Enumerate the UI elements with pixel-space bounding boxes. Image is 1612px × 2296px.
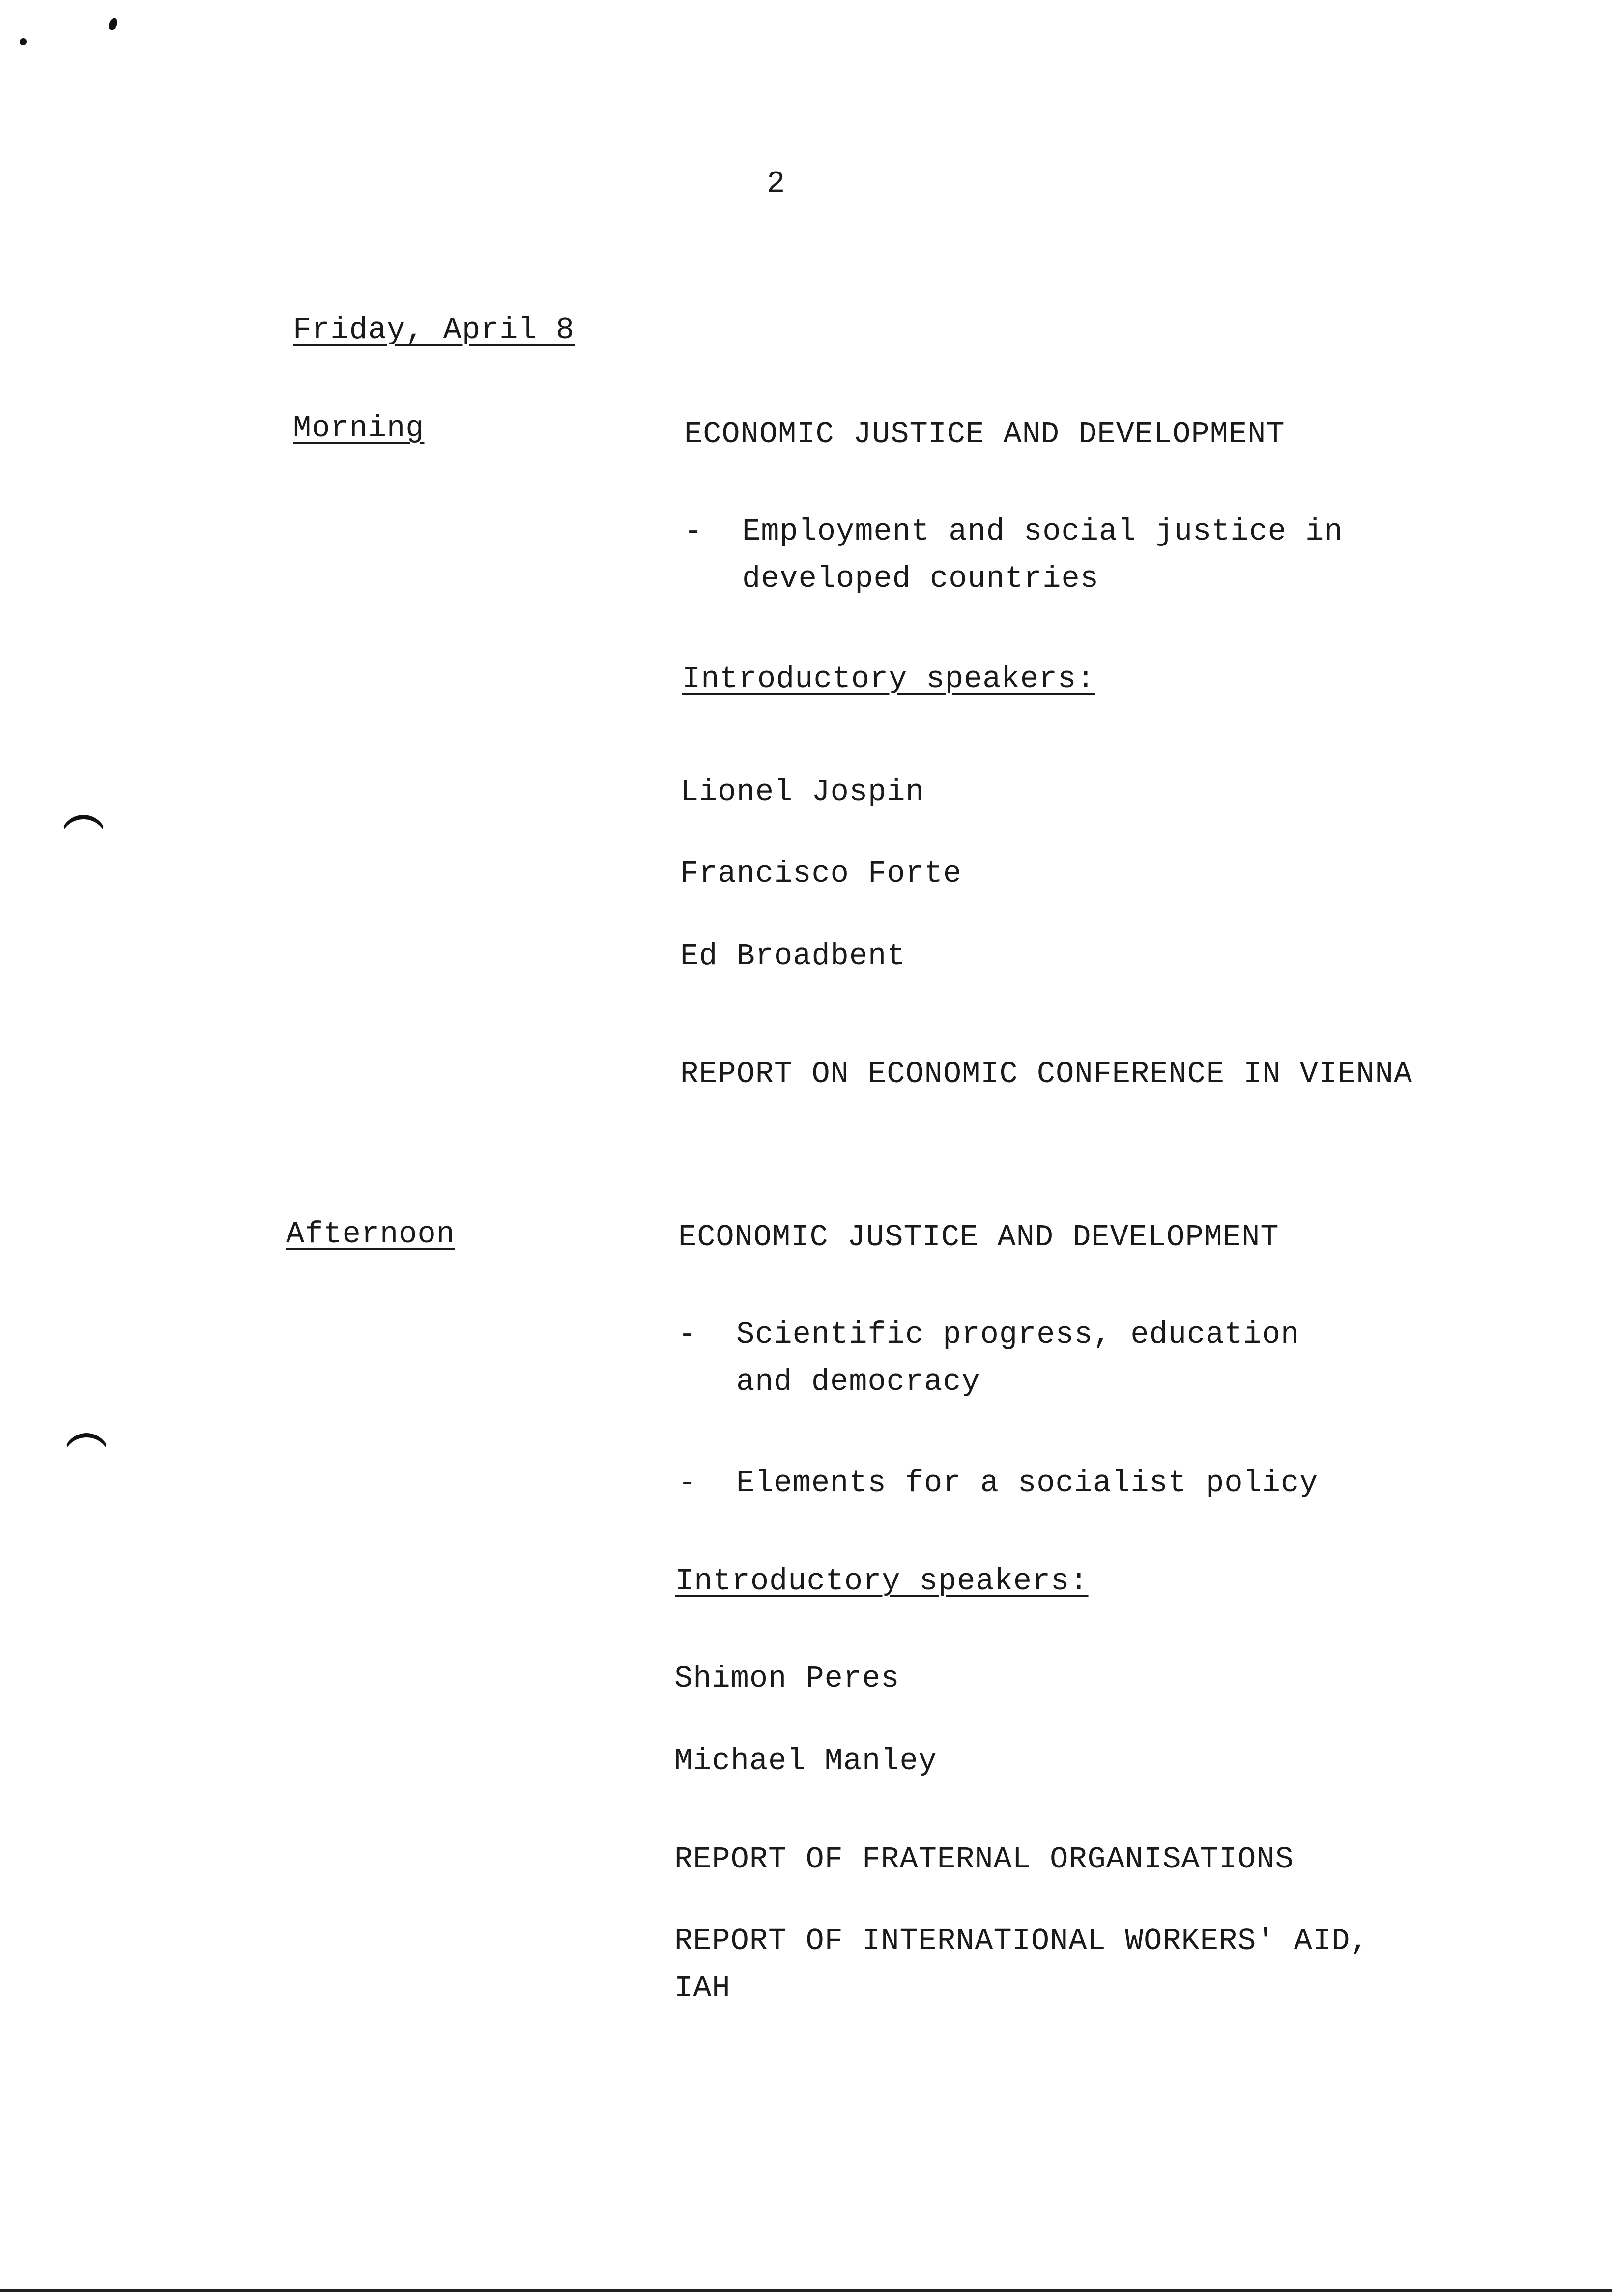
afternoon-label: Afternoon bbox=[286, 1217, 455, 1252]
afternoon-speaker: Shimon Peres bbox=[674, 1661, 900, 1696]
afternoon-speaker: Michael Manley bbox=[674, 1744, 937, 1779]
morning-topic: ECONOMIC JUSTICE AND DEVELOPMENT bbox=[684, 417, 1285, 452]
afternoon-item-2: Elements for a socialist policy bbox=[736, 1465, 1319, 1500]
afternoon-item-1-line-1: Scientific progress, education bbox=[736, 1317, 1300, 1352]
afternoon-report-2-line-2: IAH bbox=[674, 1971, 731, 2006]
binder-hole-mark bbox=[60, 815, 107, 863]
date-heading: Friday, April 8 bbox=[293, 313, 575, 347]
morning-label: Morning bbox=[293, 411, 425, 446]
afternoon-topic: ECONOMIC JUSTICE AND DEVELOPMENT bbox=[678, 1220, 1279, 1255]
morning-speakers-heading: Introductory speakers: bbox=[682, 661, 1095, 696]
morning-speaker: Ed Broadbent bbox=[680, 939, 906, 974]
bullet-dash: - bbox=[684, 514, 703, 549]
morning-speaker: Lionel Jospin bbox=[680, 775, 924, 809]
afternoon-report-2-line-1: REPORT OF INTERNATIONAL WORKERS' AID, bbox=[674, 1923, 1369, 1958]
morning-speaker: Francisco Forte bbox=[680, 856, 962, 891]
page-bottom-edge bbox=[0, 2289, 1612, 2292]
afternoon-item-1-line-2: and democracy bbox=[736, 1364, 980, 1399]
afternoon-report-1: REPORT OF FRATERNAL ORGANISATIONS bbox=[674, 1842, 1294, 1877]
morning-item-line-2: developed countries bbox=[742, 561, 1099, 596]
page-number: 2 bbox=[767, 166, 786, 201]
ink-speck bbox=[107, 17, 119, 31]
morning-item-line-1: Employment and social justice in bbox=[742, 514, 1343, 549]
ink-speck bbox=[20, 38, 27, 45]
bullet-dash: - bbox=[678, 1465, 697, 1500]
morning-report: REPORT ON ECONOMIC CONFERENCE IN VIENNA bbox=[680, 1057, 1413, 1091]
afternoon-speakers-heading: Introductory speakers: bbox=[675, 1564, 1089, 1599]
bullet-dash: - bbox=[678, 1317, 697, 1352]
binder-hole-mark bbox=[63, 1433, 110, 1482]
